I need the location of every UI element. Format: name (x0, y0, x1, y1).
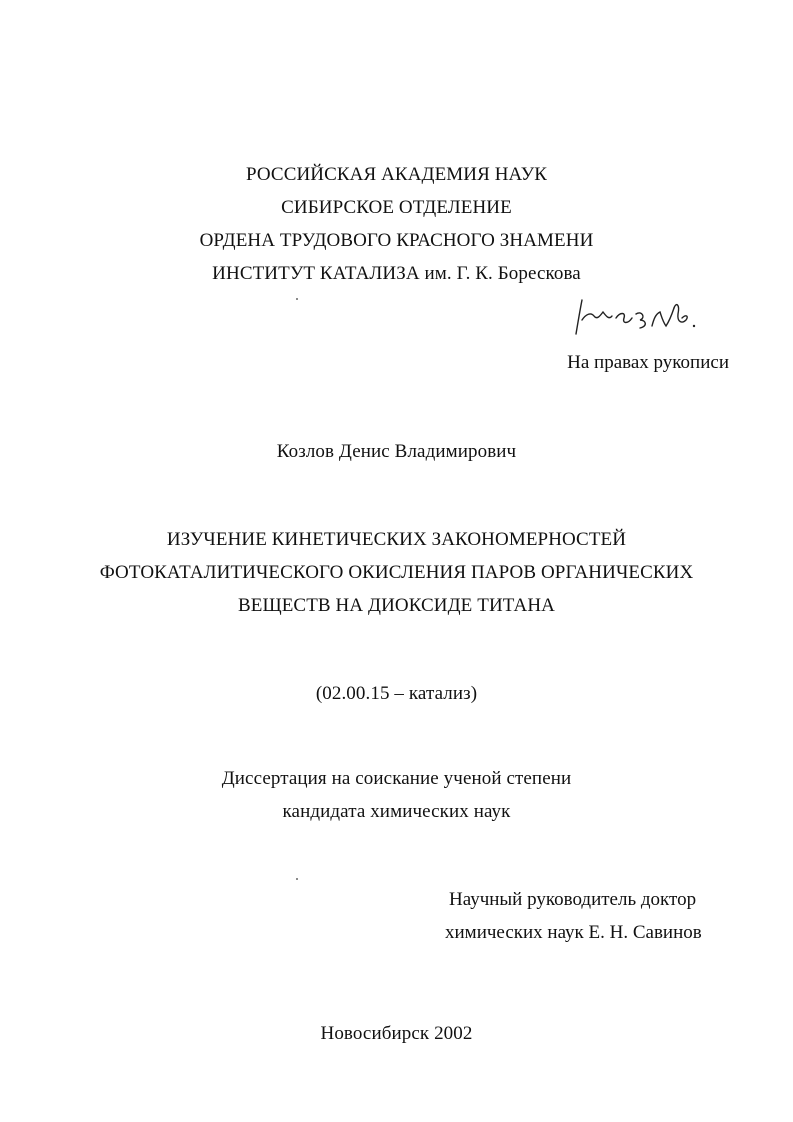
dissertation-title-line-2: ФОТОКАТАЛИТИЧЕСКОГО ОКИСЛЕНИЯ ПАРОВ ОРГАНИЧЕСКИХ (99, 562, 694, 583)
organization-line-1: РОССИЙСКАЯ АКАДЕМИЯ НАУК (245, 164, 548, 185)
manuscript-rights-note: На правах рукописи (567, 352, 729, 373)
supervisor-line-2: химических наук Е. Н. Савинов (445, 922, 702, 943)
degree-line-1: Диссертация на соискание ученой степени (221, 768, 572, 789)
supervisor-line-1: Научный руководитель доктор (449, 889, 697, 910)
degree-line-2: кандидата химических наук (282, 801, 511, 822)
scan-speck (296, 298, 298, 300)
organization-line-4: ИНСТИТУТ КАТАЛИЗА им. Г. К. Борескова (212, 263, 581, 284)
organization-line-3: ОРДЕНА ТРУДОВОГО КРАСНОГО ЗНАМЕНИ (199, 230, 594, 251)
handwritten-signature (566, 292, 706, 340)
scan-speck (296, 878, 298, 880)
dissertation-title-line-3: ВЕЩЕСТВ НА ДИОКСИДЕ ТИТАНА (237, 595, 555, 616)
specialty-code: (02.00.15 – катализ) (315, 683, 478, 704)
dissertation-title-line-1: ИЗУЧЕНИЕ КИНЕТИЧЕСКИХ ЗАКОНОМЕРНОСТЕЙ (166, 529, 627, 550)
city-year: Новосибирск 2002 (320, 1023, 473, 1044)
author-name: Козлов Денис Владимирович (276, 441, 517, 462)
organization-line-2: СИБИРСКОЕ ОТДЕЛЕНИЕ (281, 197, 512, 218)
